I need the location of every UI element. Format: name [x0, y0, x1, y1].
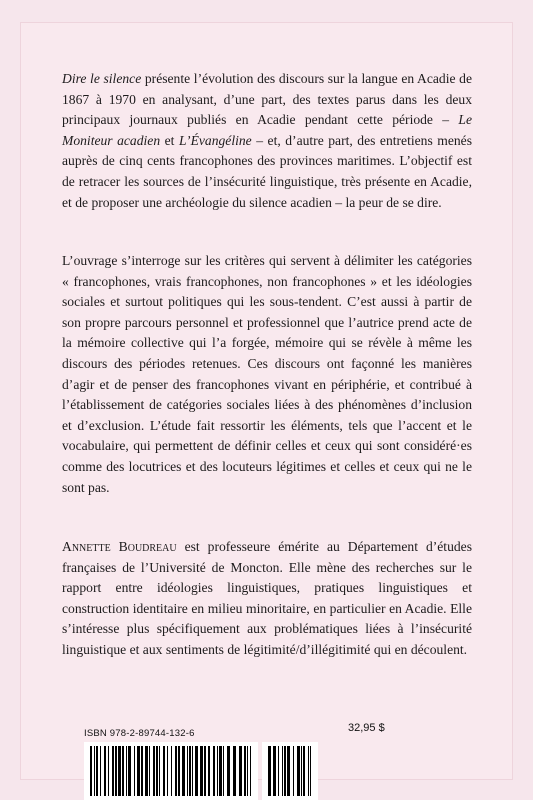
summary-text: L’ouvrage s’interroge sur les critères qui servent à délimiter les catégories « francophones, vrais francophones, non francophones » et les idéologies sociales et surtout politiques qui les sous-tendent. C’est aussi à partir de son propre parcours personnel et professionnel que l’autrice prend acte de la mémoire collective qui l’a forgée, mémoire qui se révèle à même les discours des périodes retenues. Ces discours ont façonné les manières d’agir et de penser des francophones vivant en périphérie, et contribué à l’établissement de catégories sociales liées à des phénomènes d’inclusion et d’exclusion. L’étude fait ressortir les éléments, tels que l’accent et le vocabulaire, qui permettent de définir celles et ceux qui sont considéré·es comme des locutrices et des locuteurs légitimes et celles et ceux qui ne le sont pas. [62, 253, 472, 495]
author-bio-text: est professeure émérite au Département d’études françaises de l’Université de Moncton. Elle mène des recherches sur le rapport entre idéologies linguistiques, pratiques linguistiques et construction identitaire en milieu minoritaire, en particulier en Acadie. Elle s’intéresse plus spécifiquement aux problématiques liées à l’insécurité linguistique et aux sentiments de légitimité/d’illégitimité qui en découlent. [62, 539, 473, 657]
summary-paragraph-1 [62, 69, 472, 213]
summary-text-c: – et, d’autre part, des entretiens menés auprès de cinq cents francophones des provinces maritimes. L’objectif est de retracer les sources de l’insécurité linguistique, très présente en Acadie, et de proposer une archéologie du silence acadien – la peur de se dire. [62, 132, 473, 210]
isbn-label: ISBN 978-2-89744-132-6 [84, 728, 195, 739]
price-barcode-icon [262, 742, 318, 800]
author-name: Annette Boudreau [62, 539, 177, 554]
book-title: Dire le silence [62, 71, 142, 86]
summary-paragraph-2 [62, 251, 472, 498]
barcode-area [84, 722, 384, 792]
journal-title-1: Le Moniteur acadien [62, 112, 472, 148]
summary-text-a: présente l’évolution des discours sur la langue en Acadie de 1867 à 1970 en analysant, d’une part, des textes parus dans les deux principaux journaux publiés en Acadie pendant cette période – [62, 71, 472, 128]
summary-text-b: et [160, 132, 179, 148]
author-bio-paragraph [62, 537, 472, 661]
journal-title-2: L’Évangéline [178, 132, 252, 148]
barcode-icon [84, 742, 258, 800]
price-label: 32,95 $ [348, 722, 385, 734]
